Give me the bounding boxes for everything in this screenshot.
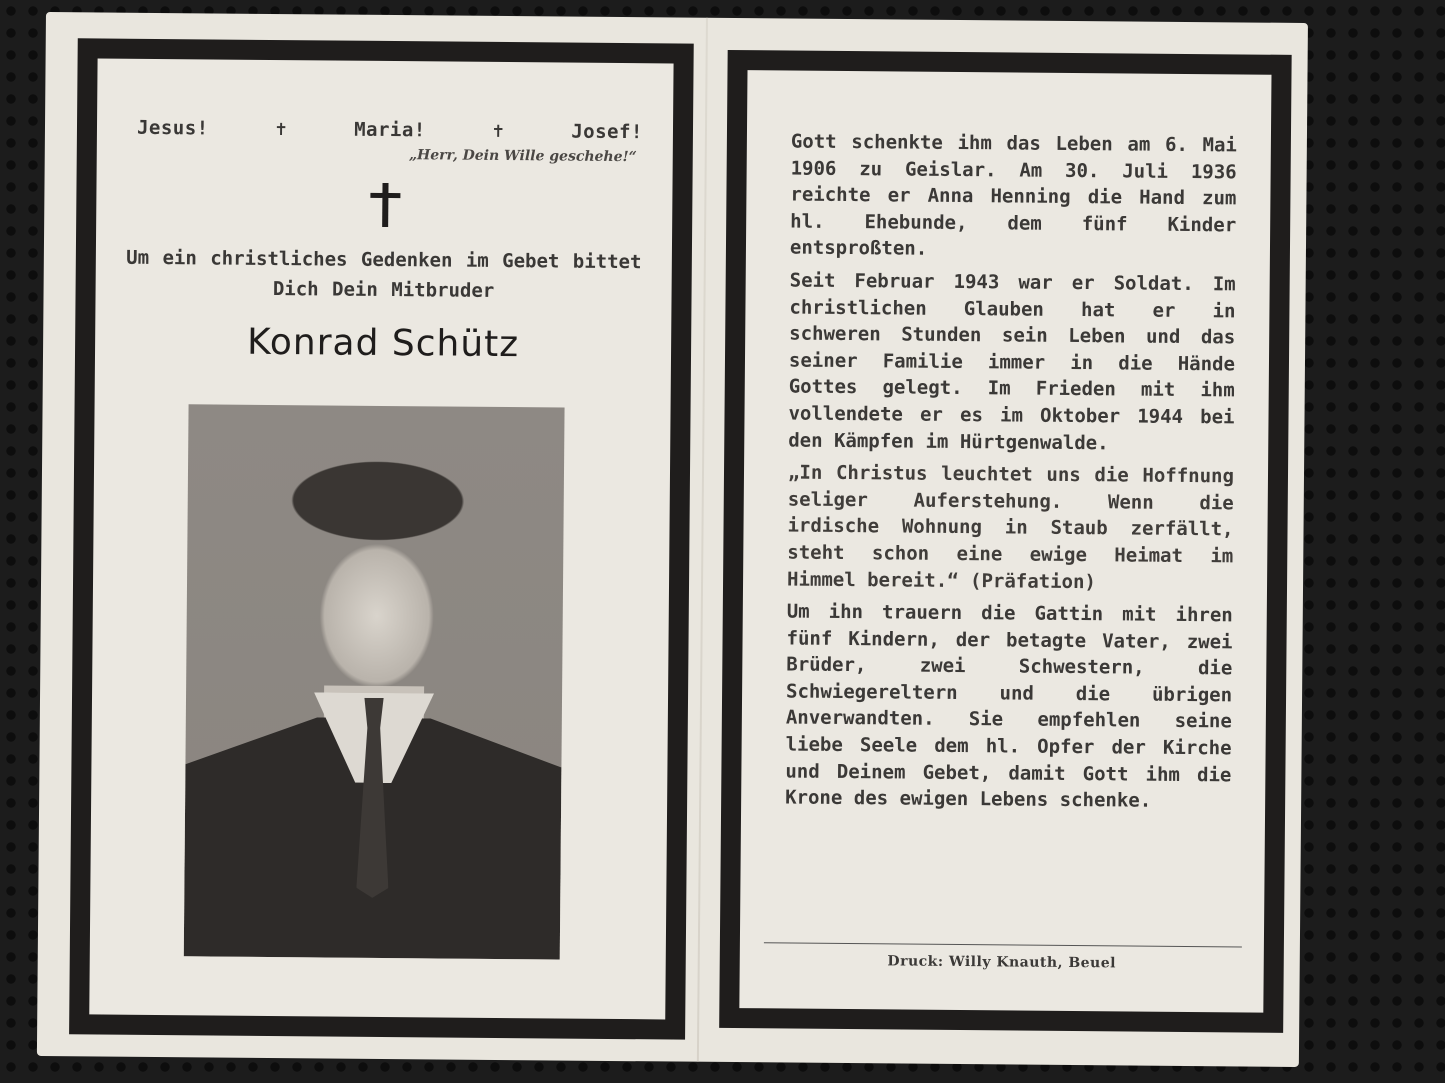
printer-credit: Druck: Willy Knauth, Beuel: [887, 953, 1117, 972]
divider: [764, 942, 1242, 947]
biography-text: [785, 129, 1237, 822]
motto: „Herr, Dein Wille geschehe!“: [408, 147, 637, 166]
cross-icon: [368, 183, 402, 227]
small-cross-icon: ✝: [275, 118, 288, 141]
card-fold: [697, 18, 708, 1062]
right-panel: [719, 50, 1292, 1033]
memorial-card: [37, 12, 1308, 1067]
paragraph-mourners: Um ihn trauern die Gattin mit ihren fünf Kindern, der betagte Vater, zwei Brüder, zwei Schwestern, die Schwiegereltern und die übrigen Anverwandten. Sie empfehlen seine liebe Seele dem hl. Opfer der Kirche und Deinem Gebet, damit Gott ihm die Krone des ewigen Lebens schenke.: [785, 600, 1233, 812]
portrait-photo: [184, 404, 565, 959]
invocation-maria: Maria!: [354, 118, 426, 142]
small-cross-icon: ✝: [492, 119, 505, 143]
left-panel: [69, 38, 694, 1039]
paragraph-soldier-death: Seit Februar 1943 war er Soldat. Im christlichen Glauben hat er in schweren Stunden sein Leben und das seiner Familie immer in die Hände Gottes gelegt. Im Frieden mit ihm vollendete er es im Oktober 1944 bei den Kämpfen im Hürtgenwalde.: [788, 269, 1236, 454]
paragraph-preface-quote: „In Christus leuchtet uns die Hoffnung seliger Auferstehung. Wenn die irdische Wohnung in Staub zerfällt, steht schon eine ewige Heimat im Himmel bereit.“ (Präfation): [786, 461, 1235, 593]
deceased-name: Konrad Schütz: [246, 321, 520, 366]
prayer-request: Um ein christliches Gedenken im Gebet bittet Dich Dein Mitbruder: [126, 246, 642, 302]
invocation-line: [137, 117, 643, 143]
invocation-josef: Josef!: [571, 120, 644, 144]
paragraph-birth-marriage: Gott schenkte ihm das Leben am 6. Mai 1906 zu Geislar. Am 30. Juli 1936 reichte er Anna Henning die Hand zum hl. Ehebunde, dem fünf Kinder entsproßten.: [789, 130, 1237, 261]
invocation-jesus: Jesus!: [136, 116, 209, 140]
